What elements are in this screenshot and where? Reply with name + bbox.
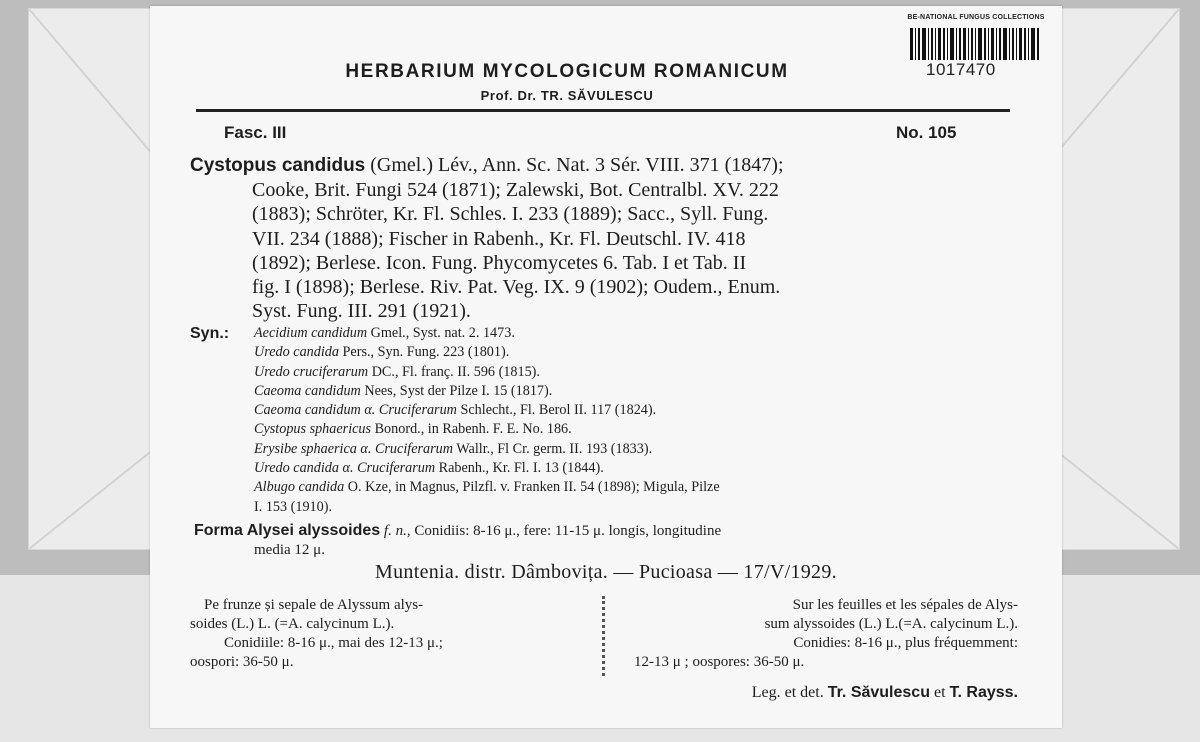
- synonym-continuation: I. 153 (1910).: [254, 498, 333, 515]
- note-line: oospori: 36-50 μ.: [190, 654, 294, 670]
- notes-romanian: [190, 596, 590, 672]
- note-line: sum alyssoides (L.) L.(=A. calycinum L.).: [764, 616, 1018, 632]
- synonym-item: Uredo cruciferarum DC., Fl. franç. II. 596 (1815).: [254, 363, 540, 380]
- collector-name: Tr. Săvulescu: [827, 684, 930, 701]
- label-title: HERBARIUM MYCOLOGICUM ROMANICUM: [345, 61, 789, 82]
- forma-abbr: f. n.,: [383, 523, 411, 539]
- header-rule: [196, 109, 1010, 112]
- synonym-item: Albugo candida O. Kze, in Magnus, Pilzfl. v. Franken II. 54 (1898); Migula, Pilze: [254, 479, 720, 496]
- citation-line: Cooke, Brit. Fungi 524 (1871); Zalewski, Bot. Centralbl. XV. 222: [252, 179, 779, 202]
- synonyms-list: [254, 324, 1024, 517]
- label-subtitle: Prof. Dr. TR. SĂVULESCU: [480, 88, 654, 103]
- barcode-bars: [910, 28, 1040, 60]
- collection-locality: Muntenia. distr. Dâmbovița. — Pucioasa — 17/V/1929.: [375, 561, 837, 583]
- column-divider: [602, 596, 611, 676]
- synonym-item: Erysibe sphaerica α. Cruciferarum Wallr., Fl Cr. germ. II. 193 (1833).: [254, 440, 653, 457]
- synonym-item: Uredo candida Pers., Syn. Fung. 223 (1801).: [254, 344, 510, 361]
- collector-name: T. Rayss.: [949, 684, 1018, 701]
- note-line: Pe frunze și sepale de Alyssum alys-: [204, 597, 424, 613]
- forma-continuation: media 12 μ.: [254, 542, 325, 558]
- synonym-item: Cystopus sphaericus Bonord., in Rabenh. F. E. No. 186.: [254, 421, 572, 438]
- exsiccata-number: No. 105: [896, 123, 957, 142]
- species-name: Cystopus candidus: [190, 155, 366, 176]
- forma-conidia: Conidiis: 8-16 μ., fere: 11-15 μ. longis, longitudine: [414, 523, 722, 539]
- citation-line: VII. 234 (1888); Fischer in Rabenh., Kr. Fl. Deutschl. IV. 418: [252, 227, 746, 250]
- collectors-line: Leg. et det. Tr. Săvulescu et T. Rayss.: [751, 684, 1018, 701]
- note-line: Sur les feuilles et les sépales de Alys-: [792, 597, 1018, 613]
- citation-line: (1892); Berlese. Icon. Fung. Phycomycetes 6. Tab. I et Tab. II: [252, 251, 747, 274]
- note-line: Conidiile: 8-16 μ., mai des 12-13 μ.;: [224, 635, 443, 651]
- fascicle-number: Fasc. III: [224, 123, 287, 142]
- synonyms-label: Syn.:: [190, 325, 230, 342]
- barcode-number: 1017470: [926, 60, 996, 79]
- citation-line: (1883); Schröter, Kr. Fl. Schles. I. 233 (1889); Sacc., Syll. Fung.: [252, 203, 769, 226]
- citation-line: Syst. Fung. III. 291 (1921).: [252, 300, 471, 323]
- species-authority: (Gmel.) Lév., Ann. Sc. Nat. 3 Sér. VIII. 371 (1847);: [370, 154, 784, 176]
- species-citation: [190, 153, 1022, 323]
- synonym-item: Caeoma candidum Nees, Syst der Pilze I. 15 (1817).: [254, 382, 553, 399]
- citation-line: fig. I (1898); Berlese. Riv. Pat. Veg. IX. 9 (1902); Oudem., Enum.: [252, 276, 781, 299]
- forma-description: [194, 521, 1020, 560]
- note-line: soides (L.) L. (=A. calycinum L.).: [190, 616, 395, 632]
- synonym-item: Aecidium candidum Gmel., Syst. nat. 2. 1473.: [254, 325, 515, 341]
- note-line: 12-13 μ ; oospores: 36-50 μ.: [634, 654, 805, 670]
- barcode-caption: BE-NATIONAL FUNGUS COLLECTIONS: [907, 14, 1045, 21]
- synonym-item: Caeoma candidum α. Cruciferarum Schlecht., Fl. Berol II. 117 (1824).: [254, 402, 657, 419]
- synonym-item: Uredo candida α. Cruciferarum Rabenh., Kr. Fl. I. 13 (1844).: [254, 460, 604, 477]
- notes-french: [634, 596, 1018, 672]
- forma-name: Forma Alysei alyssoides: [194, 522, 381, 539]
- note-line: Conidies: 8-16 μ., plus fréquemment:: [793, 635, 1018, 651]
- specimen-label: [150, 6, 1062, 728]
